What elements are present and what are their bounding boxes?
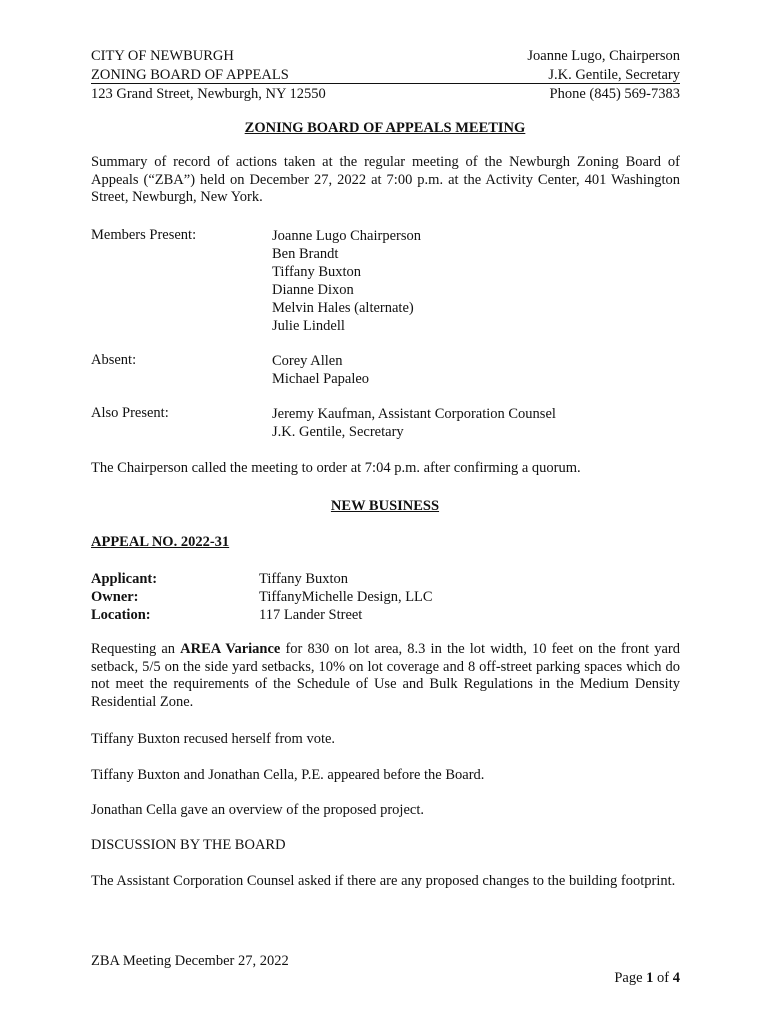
absent-list bbox=[272, 352, 369, 388]
also-present-label: Also Present: bbox=[91, 405, 169, 421]
owner-value: TiffanyMichelle Design, LLC bbox=[259, 589, 433, 605]
list-item: Ben Brandt bbox=[272, 246, 339, 262]
applicant-label: Applicant: bbox=[91, 571, 158, 587]
total-pages: 4 bbox=[672, 970, 680, 986]
call-to-order-text: The Chairperson called the meeting to order at 7:04 p.m. after confirming a quorum. bbox=[91, 460, 581, 476]
current-page: 1 bbox=[646, 970, 654, 986]
list-item: Joanne Lugo Chairperson bbox=[272, 228, 421, 244]
members-present-list bbox=[272, 227, 421, 335]
list-item: Julie Lindell bbox=[272, 318, 345, 334]
appeal-field-values bbox=[259, 570, 433, 624]
list-item: J.K. Gentile, Secretary bbox=[272, 424, 404, 440]
location-value: 117 Lander Street bbox=[259, 607, 363, 623]
secretary-line: J.K. Gentile, Secretary bbox=[548, 67, 680, 83]
page-prefix: Page bbox=[614, 970, 647, 986]
page-number bbox=[614, 970, 680, 987]
letterhead-right bbox=[527, 47, 680, 104]
members-present-label: Members Present: bbox=[91, 227, 197, 243]
phone-line: Phone (845) 569-7383 bbox=[549, 86, 680, 102]
letterhead-left bbox=[91, 47, 326, 104]
list-item: Melvin Hales (alternate) bbox=[272, 300, 414, 316]
city-name: CITY OF NEWBURGH bbox=[91, 48, 234, 64]
chairperson-line: Joanne Lugo, Chairperson bbox=[527, 48, 680, 64]
document-title: ZONING BOARD OF APPEALS MEETING bbox=[244, 120, 526, 136]
new-business-heading: NEW BUSINESS bbox=[330, 498, 440, 514]
discussion-heading: DISCUSSION BY THE BOARD bbox=[91, 837, 286, 853]
overview-text: Jonathan Cella gave an overview of the proposed project. bbox=[91, 802, 424, 818]
counsel-question-text: The Assistant Corporation Counsel asked if there are any proposed changes to the building footprint. bbox=[91, 873, 676, 889]
list-item: Corey Allen bbox=[272, 353, 343, 369]
recusal-text: Tiffany Buxton recused herself from vote. bbox=[91, 731, 336, 747]
appearance-text: Tiffany Buxton and Jonathan Cella, P.E. appeared before the Board. bbox=[91, 767, 485, 783]
location-label: Location: bbox=[91, 607, 151, 623]
absent-label: Absent: bbox=[91, 352, 137, 368]
request-details: for 830 on lot area, 8.3 in the lot width, 10 feet on the front yard setback, 5/5 on the side yard setbacks, 10% on lot coverage and 8 off-street parking spaces which do not meet the requirements of the Schedule of Use and Bulk Regulations in the Medium Density Residential Zone. bbox=[91, 641, 680, 710]
appeal-field-labels bbox=[91, 570, 157, 624]
request-prefix: Requesting an bbox=[91, 641, 181, 657]
list-item: Michael Papaleo bbox=[272, 371, 370, 387]
list-item: Tiffany Buxton bbox=[272, 264, 362, 280]
appeal-number: APPEAL NO. 2022-31 bbox=[91, 534, 230, 550]
owner-label: Owner: bbox=[91, 589, 139, 605]
header-divider bbox=[91, 83, 680, 84]
footer-meeting-date: ZBA Meeting December 27, 2022 bbox=[91, 953, 289, 969]
list-item: Jeremy Kaufman, Assistant Corporation Counsel bbox=[272, 406, 556, 422]
board-address: 123 Grand Street, Newburgh, NY 12550 bbox=[91, 86, 326, 102]
variance-request-paragraph bbox=[91, 641, 680, 711]
variance-type: AREA Variance bbox=[180, 641, 281, 657]
page-of: of bbox=[653, 970, 673, 986]
also-present-list bbox=[272, 405, 556, 441]
board-name: ZONING BOARD OF APPEALS bbox=[91, 67, 289, 83]
summary-paragraph: Summary of record of actions taken at the regular meeting of the Newburgh Zoning Board of Appeals (“ZBA”) held on December 27, 2022 at 7:00 p.m. at the Activity Center, 401 Washington Street, Newburgh, New York. bbox=[91, 154, 680, 205]
applicant-value: Tiffany Buxton bbox=[259, 571, 349, 587]
list-item: Dianne Dixon bbox=[272, 282, 354, 298]
